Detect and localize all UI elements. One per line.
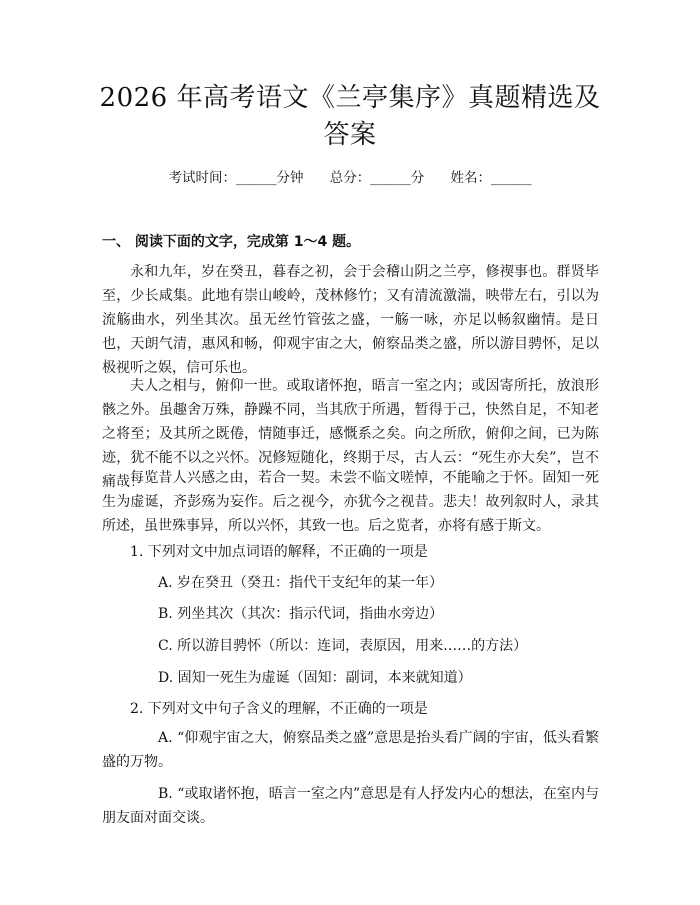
passage-paragraph-2: 夫人之相与，俯仰一世。或取诸怀抱，晤言一室之内；或因寄所托，放浪形骸之外。虽趣舍万殊，静躁不同，当其欣于所遇，暂得于己，快然自足，不知老之将至；及其所之既倦，情随事迁，感慨系之矣。向之所欣，俯仰之间，已为陈迹，犹不能不以之兴怀。况修短随化，终期于尽，古人云：“死生亦大矣”，岂不痛哉！ <box>102 378 599 490</box>
question-1-option-d: D. 固知一死生为虚诞（固知：副词，本来就知道） <box>158 670 472 686</box>
page-title: 2026 年高考语文《兰亭集序》真题精选及答案 <box>99 83 601 150</box>
question-1-option-a: A. 岁在癸丑（癸丑：指代干支纪年的某一年） <box>158 575 444 591</box>
question-2-option-a: A. “仰观宇宙之大，俯察品类之盛”意思是抬头看广阔的宇宙，低头看繁盛的万物。 <box>102 730 599 770</box>
section-heading: 一、 阅读下面的文字，完成第 1～4 题。 <box>102 234 361 250</box>
passage-paragraph-1: 永和九年，岁在癸丑，暮春之初，会于会稽山阴之兰亭，修禊事也。群贤毕至，少长咸集。此地有崇山峻岭，茂林修竹；又有清流激湍，映带左右，引以为流觞曲水，列坐其次。虽无丝竹管弦之盛，一觞一咏，亦足以畅叙幽情。是日也，天朗气清，惠风和畅，仰观宇宙之大，俯察品类之盛，所以游目骋怀，足以极视听之娱，信可乐也。 <box>102 264 599 376</box>
question-1-option-c: C. 所以游目骋怀（所以：连词，表原因，用来……的方法） <box>158 638 528 654</box>
question-2-stem: 2. 下列对文中句子含义的理解，不正确的一项是 <box>130 701 428 717</box>
question-1-option-b: B. 列坐其次（其次：指示代词，指曲水旁边） <box>158 606 444 622</box>
passage-paragraph-3: 每览昔人兴感之由，若合一契。未尝不临文嗟悼，不能喻之于怀。固知一死生为虚诞，齐彭殇为妄作。后之视今，亦犹今之视昔。悲夫！故列叙时人，录其所述，虽世殊事异，所以兴怀，其致一也。后之览者，亦将有感于斯文。 <box>102 470 599 534</box>
exam-info <box>0 168 700 188</box>
exam-score: 总分：______分 <box>329 170 425 186</box>
exam-time: 考试时间：______分钟 <box>168 170 304 186</box>
exam-name: 姓名：______ <box>450 170 532 186</box>
question-1-stem: 1. 下列对文中加点词语的解释，不正确的一项是 <box>130 544 428 560</box>
question-2-option-b: B. “或取诸怀抱，晤言一室之内”意思是有人抒发内心的想法，在室内与朋友面对面交谈。 <box>102 786 599 826</box>
